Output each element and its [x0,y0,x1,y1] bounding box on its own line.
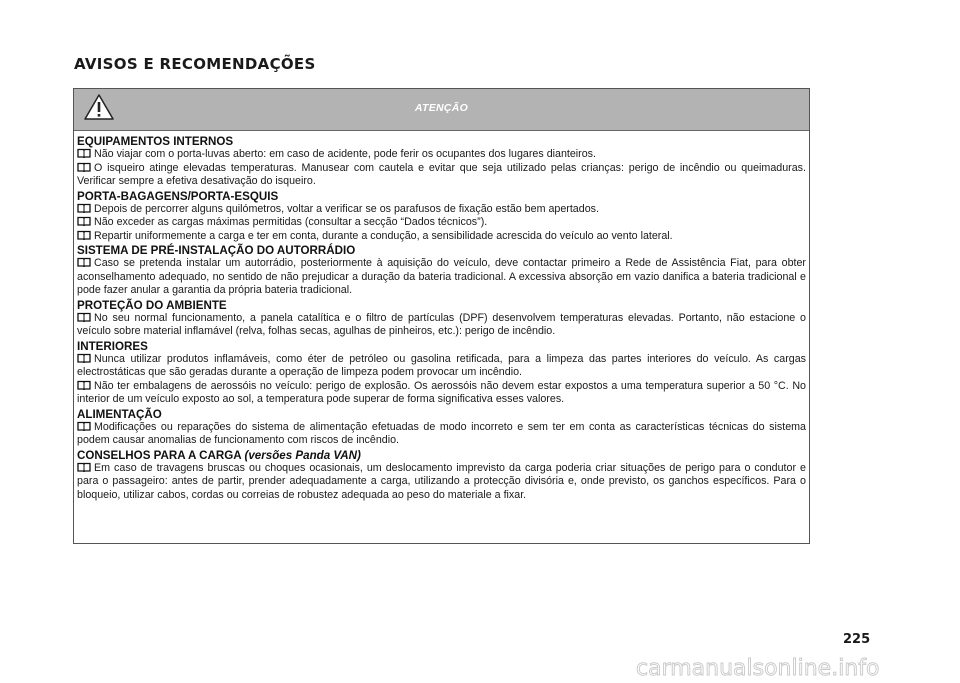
book-bullet-icon [77,462,91,472]
bullet-text: Não exceder as cargas máximas permitidas (consultar a secção “Dados técnicos”). [94,216,488,228]
warning-bullet [77,203,806,217]
section-title [77,244,806,257]
bullet-text: Depois de percorrer alguns quilómetros, voltar a verificar se os parafusos de fixação estão bem apertados. [94,202,599,215]
bullet-text: No seu normal funcionamento, a panela catalítica e o filtro de partículas (DPF) desenvolvem temperaturas elevadas. Portanto, não estacione o veículo sobre material inflamável (relva, folhas secas, agulhas de pinheiros, etc.): perigo de incêndio. [77,311,806,337]
bullet-text: Caso se pretenda instalar um autorrádio, posteriormente à aquisição do veículo, deve contactar primeiro a Rede de Assistência Fiat, para obter aconselhamento adequado, no sentido de não prejudicar a duração da bateria tradicional. A excessiva absorção em vazio danifica a bateria tradicional e pode fazer anular a garantia da própria bateria tradicional. [77,257,806,296]
section-title [77,408,806,421]
section-title-text: PROTEÇÃO DO AMBIENTE [77,298,227,312]
warning-bullet [77,257,806,298]
bullet-text: Não ter embalagens de aerossóis no veículo: perigo de explosão. Os aerossóis não devem estar expostos a uma temperatura superior a 50 °C. No interior de um veículo exposto ao sol, a temperatura pode superar de forma significativa esses valores. [77,379,806,405]
book-bullet-icon [77,353,91,363]
bullet-text: O isqueiro atinge elevadas temperaturas. Manusear com cautela e evitar que seja utilizado pelas crianças: perigo de incêndio ou queimaduras. Verificar sempre a efetiva desativação do isqueiro. [77,161,806,187]
warning-bullet [77,230,806,244]
warning-bullet [77,148,806,162]
section-title-text: EQUIPAMENTOS INTERNOS [77,135,234,148]
watermark-logo [636,655,954,681]
warning-bullet [77,162,806,189]
book-bullet-icon [77,257,91,267]
section-title [77,190,806,203]
section-title-text: PORTA-BAGAGENS/PORTA-ESQUIS [77,189,279,203]
warning-bullet [77,216,806,230]
section-title [77,299,806,312]
book-bullet-icon [77,162,91,172]
book-bullet-icon [77,203,91,213]
book-bullet-icon [77,230,91,240]
warning-bullet [77,353,806,380]
book-bullet-icon [77,148,91,158]
section-title [77,135,806,148]
book-bullet-icon [77,312,91,322]
warning-content [74,131,809,502]
bullet-text: Em caso de travagens bruscas ou choques ocasionais, um deslocamento imprevisto da carga poderia criar situações de perigo para o condutor e para o passageiro: antes de partir, prender adequadamente a carga, utilizando a protecção divisória e, onde previsto, os ganchos específicos. Para o bloqueio, utilizar cabos, cordas ou correias de robustez adequada ao peso do materiale a fixar. [77,461,806,501]
page-number: 225 [843,632,871,647]
warning-bullet [77,312,806,339]
warning-title: ATENÇÃO [414,102,469,114]
bullet-text: Modificações ou reparações do sistema de alimentação efetuadas de modo incorreto e sem ter em conta as características técnicas do sistema podem causar anomalias de funcionamento com riscos de incêndio. [77,420,806,446]
section-title-text: ALIMENTAÇÃO [77,407,162,421]
bullet-text: Nunca utilizar produtos inflamáveis, como éter de petróleo ou gasolina retificada, para a limpeza das partes interiores do veículo. As cargas electrostáticas que são geradas durante a operação de limpeza podem provocar um incêndio. [77,352,806,378]
warning-box [73,88,810,544]
book-bullet-icon [77,380,91,390]
book-bullet-icon [77,421,91,431]
bullet-text: Não viajar com o porta-luvas aberto: em caso de acidente, pode ferir os ocupantes dos lugares dianteiros. [94,148,596,160]
section-title [77,449,806,462]
warning-bullet [77,380,806,407]
section-title-text: CONSELHOS PARA A CARGA [77,448,242,462]
section-title-text: SISTEMA DE PRÉ-INSTALAÇÃO DO AUTORRÁDIO [77,244,356,257]
warning-bullet [77,462,806,503]
bullet-text: Repartir uniformemente a carga e ter em conta, durante a condução, a sensibilidade acrescida do veículo ao vento lateral. [94,229,673,242]
section-title-suffix: (versões Panda VAN) [244,448,361,462]
book-bullet-icon [77,216,91,226]
warning-header [74,89,809,131]
section-title-text: INTERIORES [77,339,148,353]
section-title [77,340,806,353]
watermark-text: carmanualsonline.info [636,656,880,681]
warning-bullet [77,421,806,448]
page-heading: AVISOS E RECOMENDAÇÕES [74,55,316,73]
